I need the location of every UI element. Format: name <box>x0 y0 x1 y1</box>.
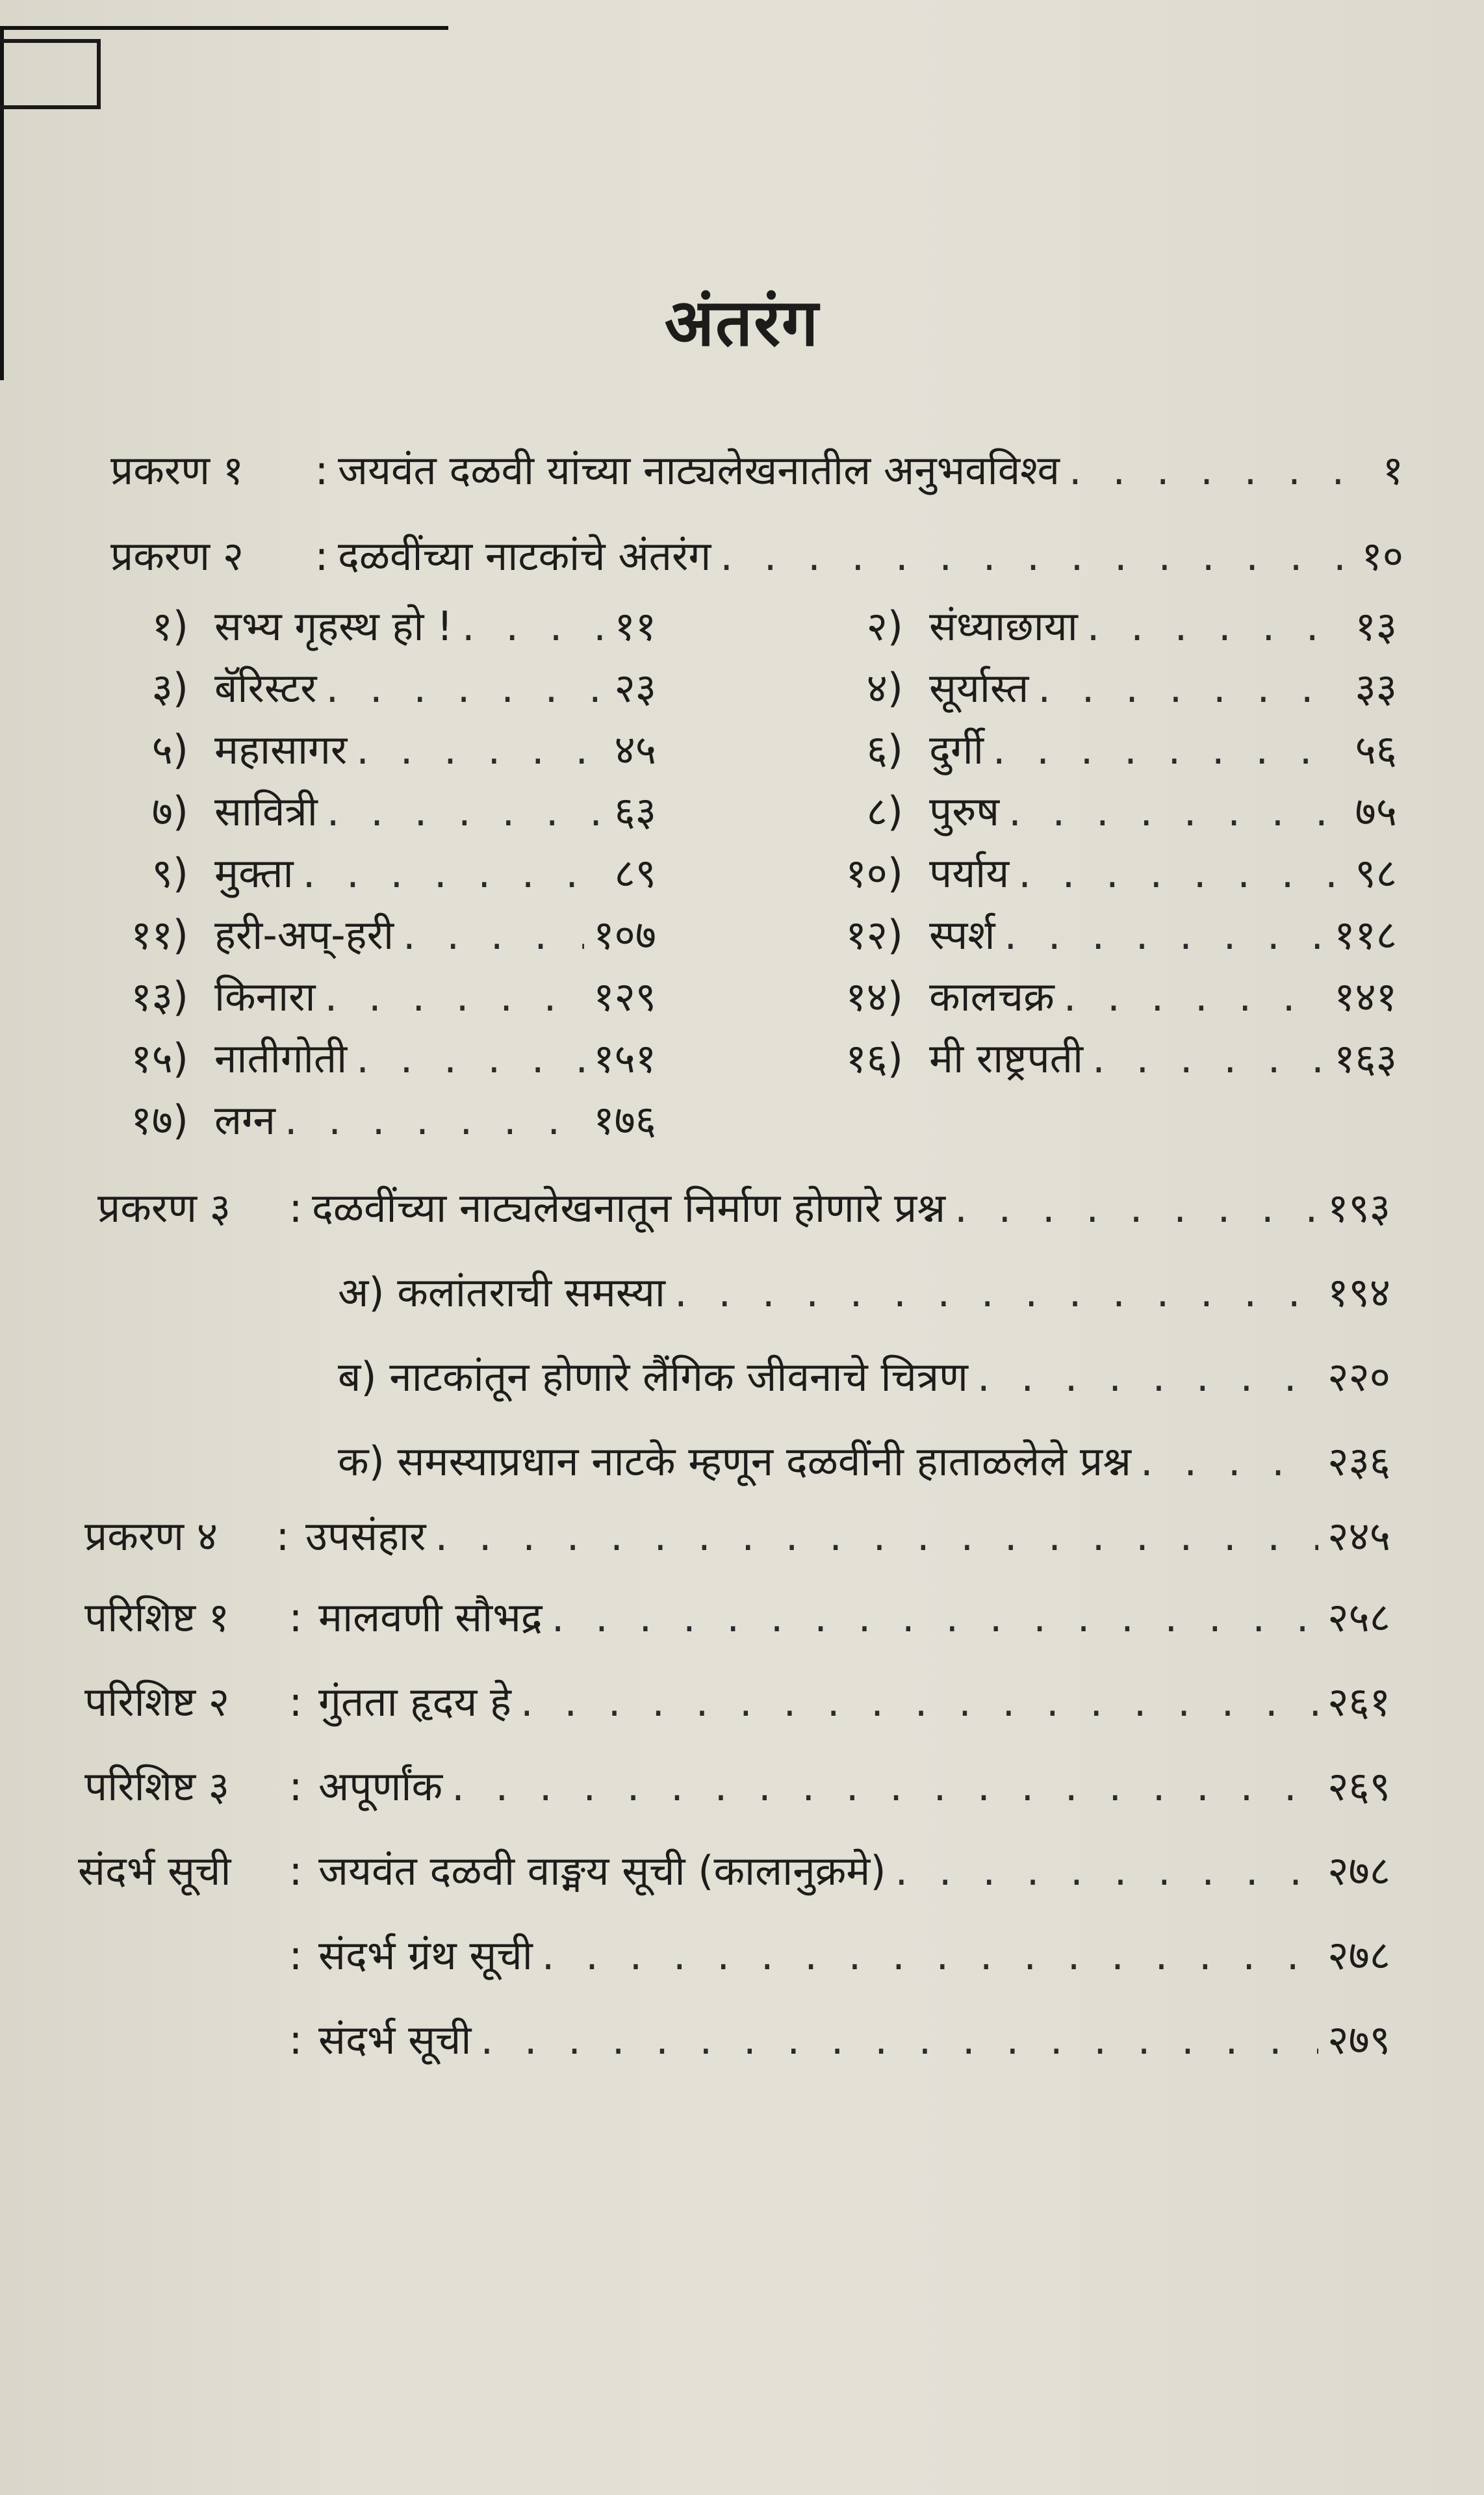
chapter-label: प्रकरण ४ <box>84 1512 218 1560</box>
page-number: २७८ <box>1327 1847 1390 1894</box>
page-number: ७५ <box>1355 788 1397 835</box>
colon: : <box>288 1847 303 1894</box>
play-number: १२) <box>845 911 903 959</box>
play-entry[interactable] <box>110 845 656 899</box>
play-title: पुरुष <box>929 788 1000 835</box>
page-number: ८९ <box>614 849 656 897</box>
play-entry[interactable] <box>806 968 1397 1023</box>
page-number: ११८ <box>1334 911 1397 959</box>
toc-chapter-1[interactable] <box>110 442 1403 497</box>
page-number: २६९ <box>1327 1763 1390 1810</box>
reference-title: संदर्भ ग्रंथ सूची <box>318 1932 533 1979</box>
play-title: स्पर्श <box>929 911 995 959</box>
leader-dots <box>1069 446 1374 494</box>
play-entry[interactable] <box>806 721 1397 776</box>
play-number: १०) <box>845 849 903 897</box>
page-number: ११ <box>614 602 656 650</box>
play-number: ५) <box>151 726 188 773</box>
page-number: ३३ <box>1355 664 1397 712</box>
leader-dots <box>895 1847 1319 1894</box>
colon: : <box>288 1763 303 1810</box>
leader-dots <box>327 788 606 835</box>
play-title: सभ्य गृहस्थ हो ! <box>214 602 453 650</box>
corner-rule-top <box>0 26 448 30</box>
page-number: १४१ <box>1334 973 1397 1020</box>
leader-dots <box>452 1763 1318 1810</box>
play-title: महासागर <box>214 726 348 773</box>
colon: : <box>288 1184 303 1232</box>
play-title: कालचक्र <box>929 973 1055 1020</box>
play-number: ७) <box>151 788 188 835</box>
appendix-title: गुंतता हृदय हे <box>318 1678 511 1726</box>
toc-subsection[interactable] <box>338 1349 1390 1403</box>
page-number: २५८ <box>1327 1594 1390 1641</box>
page-number: १९४ <box>1327 1269 1390 1316</box>
play-number: १६) <box>845 1035 903 1082</box>
reference-title: संदर्भ सूची <box>318 2016 472 2063</box>
play-entry[interactable] <box>110 598 656 653</box>
page-number: २६१ <box>1327 1678 1390 1726</box>
play-entry[interactable] <box>110 721 656 776</box>
page-number: १२९ <box>593 973 656 1020</box>
play-entry[interactable] <box>806 660 1397 714</box>
page-number: ५६ <box>1355 726 1397 773</box>
references-label: संदर्भ सूची <box>78 1847 231 1894</box>
play-entry[interactable] <box>110 1030 656 1085</box>
page-number: १९३ <box>1327 1184 1390 1232</box>
page-number: १०७ <box>593 911 656 959</box>
play-title: किनारा <box>214 973 316 1020</box>
leader-dots <box>993 726 1346 773</box>
play-title: नातीगोती <box>214 1035 348 1082</box>
page-number: ९८ <box>1355 849 1397 897</box>
page-number: २७८ <box>1327 1932 1390 1979</box>
leader-dots <box>285 1096 584 1144</box>
play-number: ११) <box>131 911 188 959</box>
toc-chapter-2[interactable] <box>110 528 1403 582</box>
toc-appendix-3[interactable] <box>84 1758 1390 1813</box>
appendix-label: परिशिष्ट २ <box>84 1678 230 1726</box>
colon: : <box>288 1678 303 1726</box>
toc-reference-item[interactable] <box>273 1927 1390 1982</box>
toc-references[interactable] <box>78 1842 1390 1897</box>
play-number: १४) <box>845 973 903 1020</box>
leader-dots <box>1008 788 1346 835</box>
chapter-title: उपसंहार <box>305 1512 426 1560</box>
appendix-title: अपूर्णांक <box>318 1763 443 1810</box>
colon: : <box>288 1932 303 1979</box>
toc-subsection[interactable] <box>338 1433 1390 1488</box>
play-number: १५) <box>131 1035 188 1082</box>
leader-dots <box>977 1353 1318 1401</box>
leader-dots <box>435 1512 1318 1560</box>
page-number: १५१ <box>593 1035 656 1082</box>
page-number: २७९ <box>1327 2016 1390 2063</box>
play-number: १) <box>151 602 188 650</box>
page-number: २२० <box>1327 1353 1390 1401</box>
play-entry[interactable] <box>806 1030 1397 1085</box>
play-entry[interactable] <box>806 598 1397 653</box>
play-title: पर्याय <box>929 849 1010 897</box>
page-number: १ <box>1382 446 1403 494</box>
page-number: २३ <box>614 664 656 712</box>
play-title: बॅरिस्टर <box>214 664 317 712</box>
leader-dots <box>1092 1035 1325 1082</box>
play-number: ४) <box>866 664 903 712</box>
chapter-label: प्रकरण ३ <box>97 1184 231 1232</box>
appendix-label: परिशिष्ट १ <box>84 1594 230 1641</box>
play-number: १७) <box>131 1096 188 1144</box>
page-number: ४५ <box>614 726 656 773</box>
subsection-title: क) समस्याप्रधान नाटके म्हणून दळवींनी हाताळलेले प्रश्न <box>338 1438 1131 1485</box>
play-title: संध्याछाया <box>929 602 1078 650</box>
leader-dots <box>1140 1438 1318 1485</box>
play-number: २) <box>866 602 903 650</box>
page-number: १६३ <box>1334 1035 1397 1082</box>
play-number: ९) <box>151 849 188 897</box>
toc-appendix-2[interactable] <box>84 1674 1390 1728</box>
leader-dots <box>1064 973 1325 1020</box>
play-title: लग्न <box>214 1096 275 1144</box>
toc-chapter-3[interactable] <box>97 1180 1390 1234</box>
reference-title: जयवंत दळवी वाङ्मय सूची (कालानुक्रमे) <box>318 1847 886 1894</box>
leader-dots <box>462 602 606 650</box>
play-entry[interactable] <box>110 968 656 1023</box>
play-entry[interactable] <box>110 907 656 961</box>
play-entry[interactable] <box>110 660 656 714</box>
toc-chapter-4[interactable] <box>84 1508 1390 1562</box>
leader-dots <box>954 1184 1318 1232</box>
leader-dots <box>542 1932 1319 1979</box>
page-title: अंतरंग <box>664 285 820 361</box>
leader-dots <box>520 1678 1318 1726</box>
play-number: ६) <box>866 726 903 773</box>
leader-dots <box>326 664 606 712</box>
leader-dots <box>1087 602 1346 650</box>
appendix-label: परिशिष्ट ३ <box>84 1763 230 1810</box>
leader-dots <box>674 1269 1318 1316</box>
corner-box <box>0 39 101 109</box>
play-title: मुक्ता <box>214 849 294 897</box>
chapter-title: दळवींच्या नाट्यलेखनातून निर्माण होणारे प्रश्न <box>312 1184 946 1232</box>
leader-dots <box>403 911 584 959</box>
leader-dots <box>1004 911 1325 959</box>
colon: : <box>275 1512 290 1560</box>
play-entry[interactable] <box>110 783 656 838</box>
chapter-label: प्रकरण १ <box>110 446 244 494</box>
leader-dots <box>325 973 585 1020</box>
colon: : <box>288 2016 303 2063</box>
appendix-title: मालवणी सौभद्र <box>318 1594 543 1641</box>
play-title: दुर्गी <box>929 726 984 773</box>
play-entry[interactable] <box>806 783 1397 838</box>
play-title: मी राष्ट्रपती <box>929 1035 1084 1082</box>
page-number: २३६ <box>1327 1438 1390 1485</box>
leader-dots <box>552 1594 1319 1641</box>
colon: : <box>288 1594 303 1641</box>
page-number: ६३ <box>614 788 656 835</box>
colon: : <box>314 446 329 494</box>
leader-dots <box>1038 664 1346 712</box>
play-entry[interactable] <box>806 907 1397 961</box>
toc-reference-item[interactable] <box>273 2011 1390 2066</box>
leader-dots <box>480 2016 1318 2063</box>
subsection-title: अ) कलांतराची समस्या <box>338 1269 665 1316</box>
play-title: हरी-अप्-हरी <box>214 911 394 959</box>
colon: : <box>314 532 329 580</box>
play-number: ८) <box>866 788 903 835</box>
page-number: १३ <box>1355 602 1397 650</box>
play-entry[interactable] <box>110 1092 656 1146</box>
chapter-label: प्रकरण २ <box>110 532 244 580</box>
leader-dots <box>303 849 606 897</box>
page-number: १७६ <box>593 1096 656 1144</box>
play-number: ३) <box>151 664 188 712</box>
play-number: १३) <box>131 973 188 1020</box>
play-entry[interactable] <box>806 845 1397 899</box>
play-title: सूर्यास्त <box>929 664 1029 712</box>
toc-subsection[interactable] <box>338 1264 1390 1319</box>
leader-dots <box>720 532 1352 580</box>
chapter-title: दळवींच्या नाटकांचे अंतरंग <box>338 532 711 580</box>
page-number: १० <box>1361 532 1403 580</box>
play-title: सावित्री <box>214 788 318 835</box>
leader-dots <box>1018 849 1346 897</box>
leader-dots <box>356 726 605 773</box>
page-number: २४५ <box>1327 1512 1390 1560</box>
toc-appendix-1[interactable] <box>84 1589 1390 1644</box>
chapter-title: जयवंत दळवी यांच्या नाट्यलेखनातील अनुभवविश्व <box>338 446 1060 494</box>
leader-dots <box>356 1035 584 1082</box>
subsection-title: ब) नाटकांतून होणारे लैंगिक जीवनाचे चित्रण <box>338 1353 968 1401</box>
